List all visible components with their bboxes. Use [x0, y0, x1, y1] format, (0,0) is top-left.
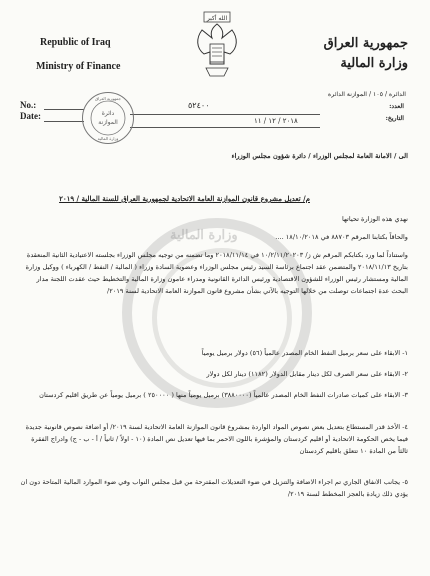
no-rule: [130, 114, 320, 115]
date-underline: [44, 121, 84, 122]
ar-no-label: العدد:: [389, 103, 404, 110]
iraq-emblem-icon: [182, 8, 252, 86]
no-underline: [44, 109, 84, 110]
item-3: ٣- الابقاء على كميات صادرات النفط الخام المصدر عالمياً (٣٨٨٠٠٠٠) برميل يومياً منها ( ٢٥٠٠٠٠ ) برميل يومياً عن طريق اقليم كردستان: [39, 391, 408, 399]
item-2: ٢- الابقاء على سعر الصرف لكل دينار مقابل الدولار (١١٨٢) دينار لكل دولار: [206, 370, 408, 378]
paragraph-2: واستناداً لما ورد بكتابكم المرقم ش ز/ ١٠/٢/١١/٢٠٢٠٣ في ٢٠١٨/١١/١٤ وما تضمنه من توجيه مجلس الوزراء بجلسته الاعتيادية الثانية المنعقدة بتاريخ ٢٠١٨/١١/١٣ والمتضمن عقد اجتماع برئاسة السيد رئيس مجلس الوزراء وعضوية السادة وزراء ( المالية / النفط / الكهرباء ) ووكيل وزارة المالية ومستشار رئيس الوزراء للشؤون الاقتصادية ورئيس الدائرة القانونية ومدراء عامون وزارة المالية والتخطيط حيث عقدت اللجنة مدار البحث عدة اجتماعات توصلت من خلالها التوجيه بالآتي بشأن مشروع قانون الموازنة العامة الاتحادية لسنة ٢٠١٩/: [25, 251, 408, 295]
emblem-motto: الله أكبر: [206, 15, 228, 22]
date-label: Date:: [20, 111, 41, 121]
stamp-line-2: الموازنة: [98, 119, 118, 126]
item-5: ٥- يجانب الانفاق الجاري تم اجراء الاضافة والتنزيل في ضوء التعديلات المقترحة من قبل مجلس النواب وفي ضوء الموارد المالية المتاحة دون ان يؤدي ذلك زيادة بالعجز المخطط لسنة ٢٠١٩/: [20, 478, 408, 498]
watermark-text: وزارة المالية: [170, 228, 238, 243]
stamp-top-text: جمهورية العراق: [95, 96, 121, 101]
subject-line: م/ تعديل مشروع قانون الموازنة العامة الاتحادية لجمهورية العراق للسنة المالية / ٢٠١٩: [59, 194, 310, 203]
paragraph-1: والحاقاً بكتابنا المرقم ٨٨٧٠٣ في ١٨/١٠/٢٠١٨ ....: [275, 233, 408, 241]
item-4: ٤- الأخذ قدر المستطاع بتعديل بعض نصوص المواد الواردة بمشروع قانون الموازنة العامة الاتحادية لسنة ٢٠١٩/ أو اضافة نصوص قانونية جديدة فيما يخص الحكومة الاتحادية أو اقليم كردستان والمؤشرة باللون الاحمر بما فيها تعديل نص المادة (١٠ - اولاً / ثانياً / أ - ب - ج) وادراج الفقرة ثالثاً من المادة ١٠ تتعلق باقليم كردستان: [25, 423, 408, 455]
reference-number: ٥٢٤٠٠: [188, 101, 210, 110]
stamp-bottom-text: وزارة المالية: [97, 136, 119, 141]
country-name-en: Republic of Iraq: [40, 37, 111, 48]
stamp-line-1: دائرة: [101, 110, 115, 117]
date-rule: [130, 127, 320, 128]
greeting: نهدي هذه الوزارة تحياتها: [341, 215, 408, 223]
item-1: ١- الابقاء على سعر برميل النفط الخام المصدر عالمياً (٥٦) دولار برميل يومياً: [201, 349, 408, 357]
reference-date: ٢٠١٨ / ١٢ / ١١: [254, 117, 298, 125]
country-name-ar: جمهورية العراق: [323, 36, 408, 51]
ministry-name-en: Ministry of Finance: [36, 61, 121, 72]
department-line: الدائرة / ١٠٥ / الموازنة الدائرة: [327, 91, 406, 98]
ministry-name-ar: وزارة المالية: [340, 56, 408, 71]
no-label: No.:: [20, 100, 37, 110]
budget-directorate-stamp: [82, 92, 134, 144]
recipient-line: الى / الامانة العامة لمجلس الوزراء / دائرة شؤون مجلس الوزراء: [231, 152, 408, 160]
ar-date-label: التاريخ:: [385, 115, 404, 122]
